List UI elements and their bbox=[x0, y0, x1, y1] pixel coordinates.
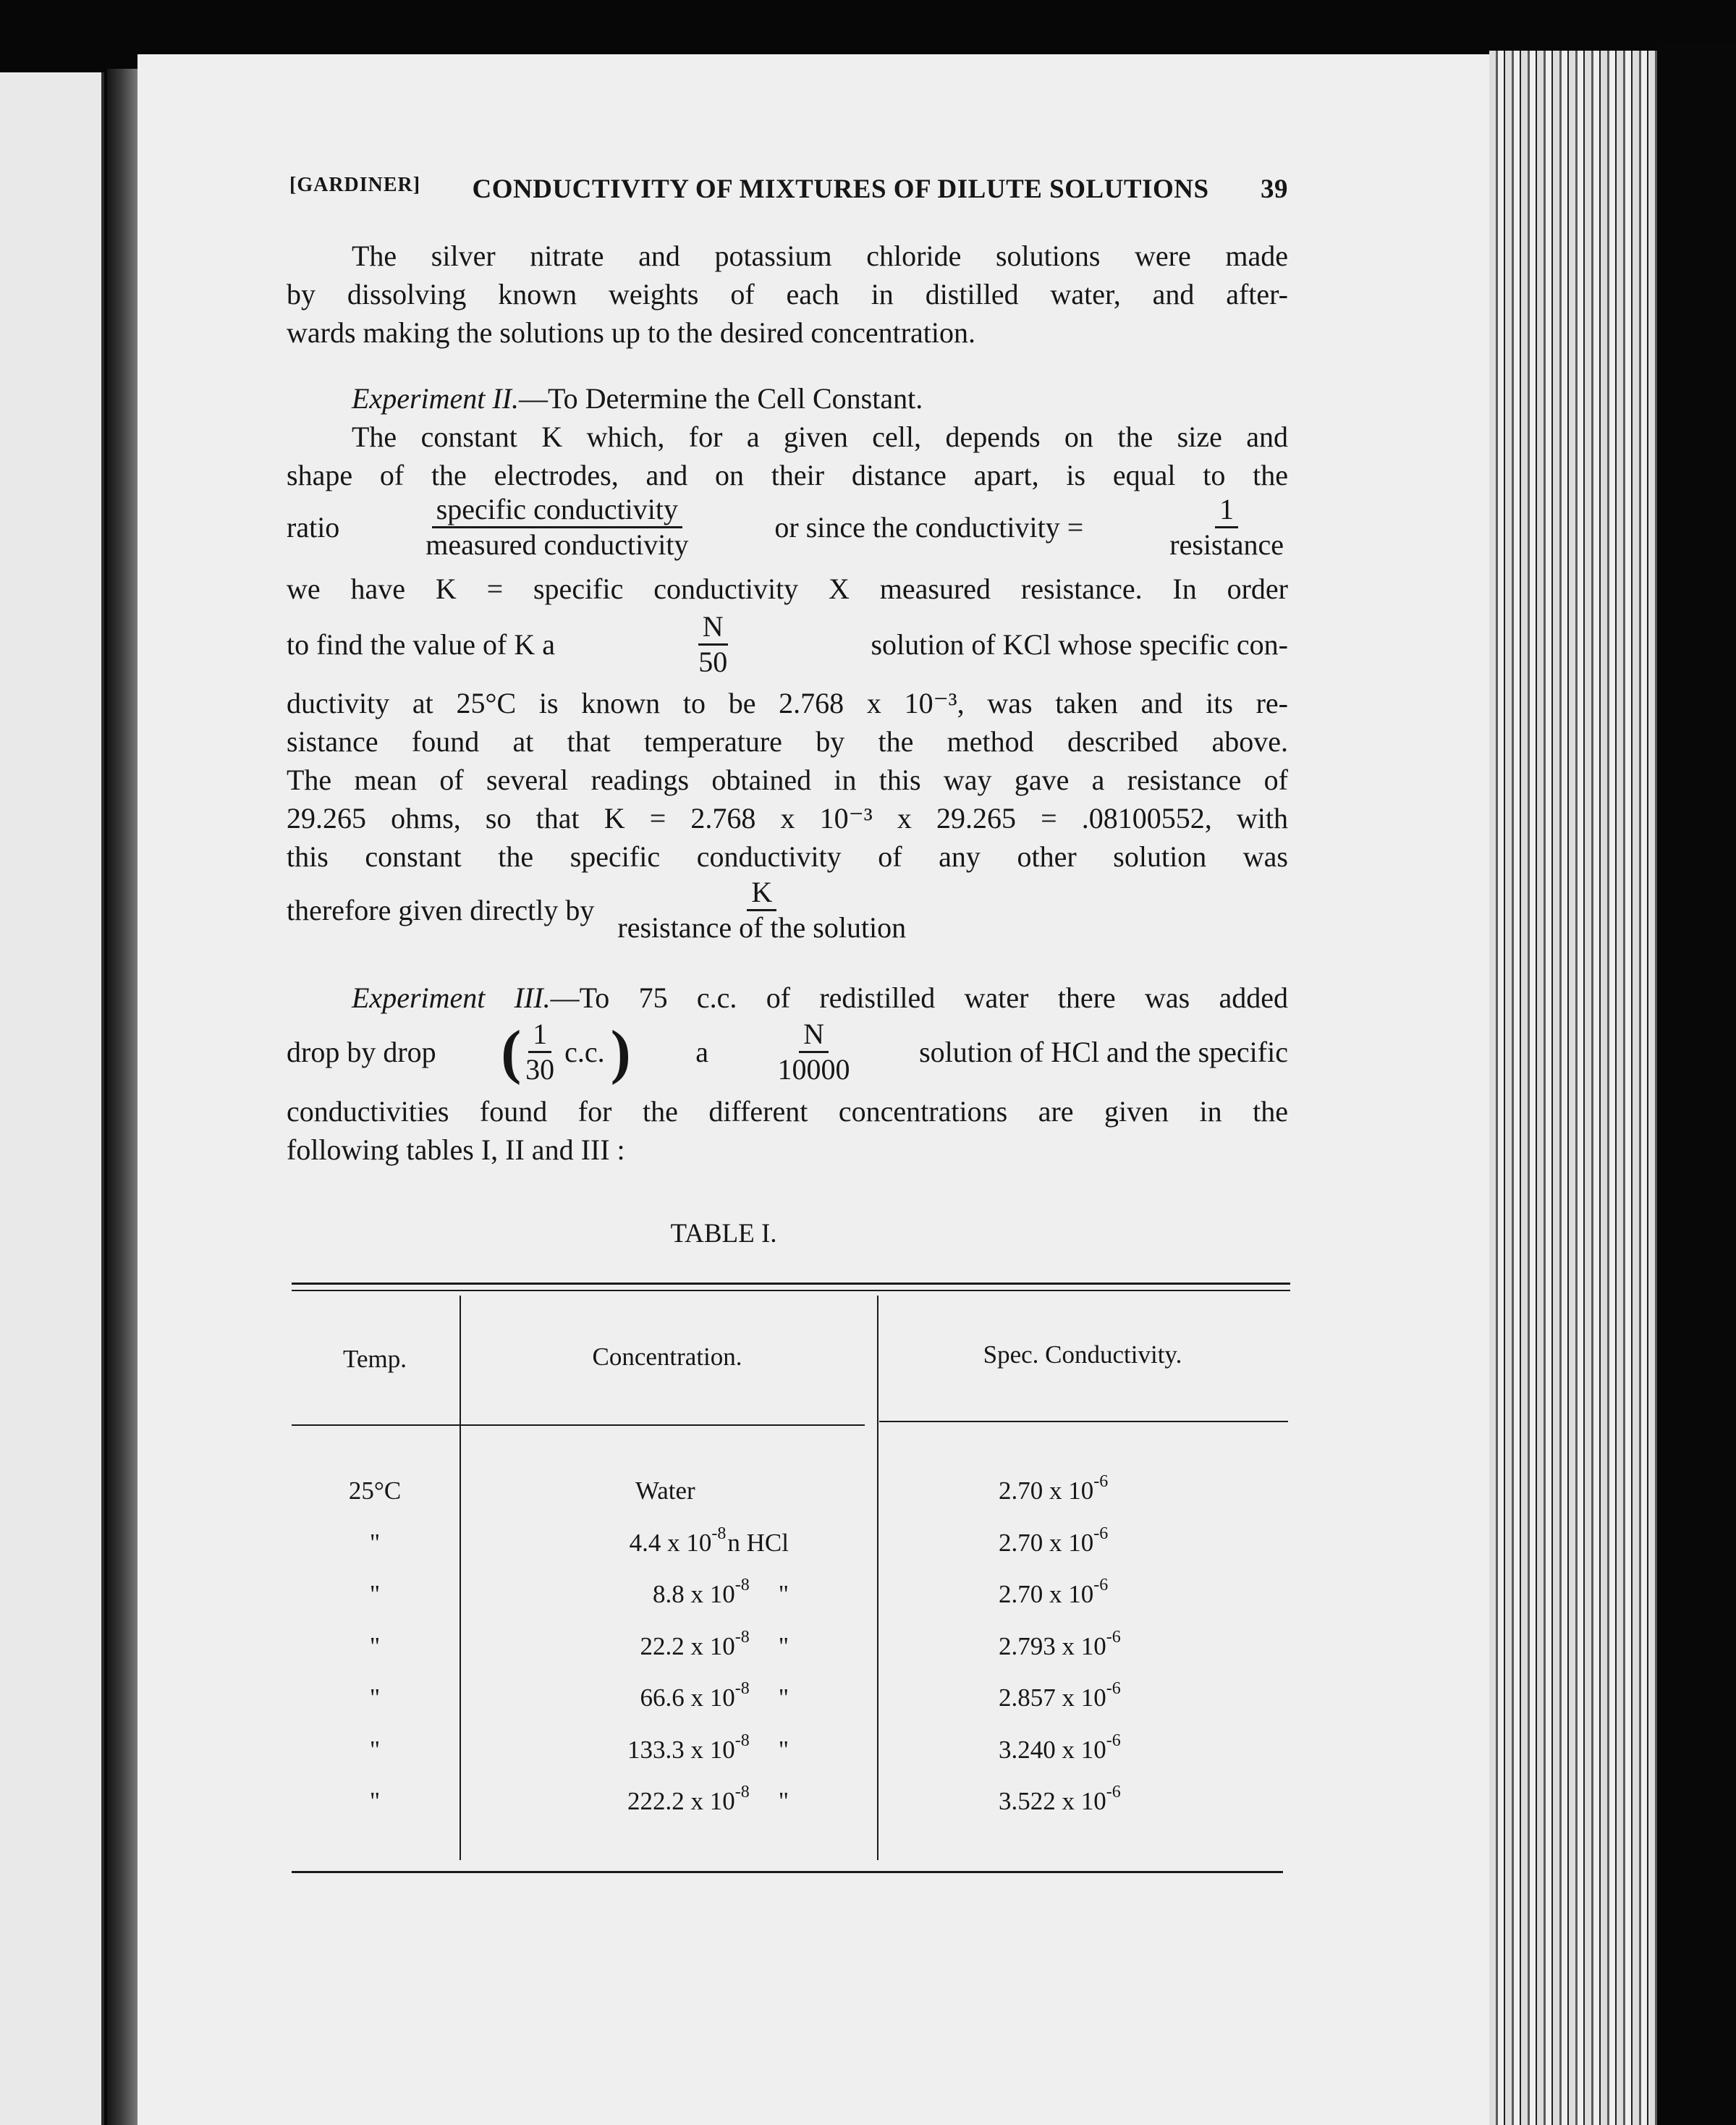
concentration-unit: " bbox=[778, 1736, 789, 1764]
ratio-numerator: specific conductivity bbox=[432, 494, 682, 528]
header-title: CONDUCTIVITY OF MIXTURES OF DILUTE SOLUTIONS bbox=[472, 174, 1209, 204]
n10000-fraction bbox=[774, 1019, 855, 1085]
n50-denominator: 50 bbox=[698, 646, 728, 678]
table-cell-temp: " bbox=[369, 1736, 381, 1764]
n50-numerator: N bbox=[698, 612, 728, 646]
concentration-unit: " bbox=[778, 1632, 789, 1660]
conductivity-value: 3.522 x 10 bbox=[999, 1787, 1106, 1815]
exp2-line-5 bbox=[287, 612, 1288, 677]
table-cell-concentration bbox=[640, 1679, 789, 1712]
table-cell-conductivity bbox=[999, 1472, 1109, 1505]
concentration-unit: " bbox=[778, 1580, 789, 1608]
ratio-line bbox=[287, 494, 1288, 560]
conductivity-value: 2.793 x 10 bbox=[999, 1632, 1106, 1660]
table-cell-conductivity bbox=[999, 1731, 1121, 1765]
table-cell-conductivity bbox=[999, 1524, 1109, 1558]
concentration-exponent: -8 bbox=[734, 1679, 750, 1698]
drop-group bbox=[501, 1019, 630, 1085]
exp3-line-1-text: —To 75 c.c. of redistilled water there was added bbox=[550, 981, 1288, 1014]
open-paren: ( bbox=[501, 1018, 522, 1086]
exp2-line-5a: to find the value of K a bbox=[287, 628, 555, 661]
conductivity-exponent: -6 bbox=[1106, 1628, 1121, 1647]
concentration-value: 66.6 x 10 bbox=[640, 1683, 735, 1712]
exp2-label: Experiment II. bbox=[352, 382, 520, 415]
table-cell-concentration bbox=[640, 1628, 789, 1661]
concentration-value: 22.2 x 10 bbox=[640, 1632, 735, 1660]
facing-page-edge bbox=[0, 72, 104, 2125]
table-cell-concentration bbox=[652, 1576, 789, 1609]
exp2-line-7: sistance found at that temperature by the method described above. bbox=[287, 725, 1288, 758]
close-paren: ) bbox=[610, 1018, 631, 1086]
exp3-line-2d: solution of HCl and the specific bbox=[919, 1036, 1288, 1068]
table-cell-temp: " bbox=[369, 1683, 381, 1712]
table-bottom-rule bbox=[292, 1871, 1283, 1873]
conductivity-value: 2.70 x 10 bbox=[999, 1476, 1094, 1505]
drop-numerator: 1 bbox=[528, 1019, 551, 1053]
conductivity-exponent: -6 bbox=[1106, 1731, 1121, 1750]
exp2-line-8: The mean of several readings obtained in this way gave a resistance of bbox=[287, 764, 1288, 796]
concentration-exponent: -8 bbox=[734, 1783, 750, 1801]
table-cell-conductivity bbox=[999, 1576, 1109, 1609]
exp2-line-1: The constant K which, for a given cell, depends on the size and bbox=[352, 421, 1288, 453]
conductivity-exponent: -6 bbox=[1106, 1783, 1121, 1801]
concentration-unit: " bbox=[778, 1683, 789, 1712]
k-fraction bbox=[613, 877, 910, 943]
conductivity-value: 3.240 x 10 bbox=[999, 1736, 1106, 1764]
table-title: TABLE I. bbox=[670, 1219, 777, 1249]
n10000-denominator: 10000 bbox=[777, 1053, 850, 1086]
n10000-numerator: N bbox=[799, 1019, 829, 1053]
exp2-line-11 bbox=[287, 877, 910, 943]
concentration-exponent: -8 bbox=[711, 1524, 727, 1543]
ratio-word: ratio bbox=[287, 511, 340, 544]
exp2-line-4: we have K = specific conductivity X measured resistance. In order bbox=[287, 573, 1288, 605]
header-author: [GARDINER] bbox=[289, 174, 421, 196]
para1-line-2: by dissolving known weights of each in distilled water, and after- bbox=[287, 278, 1288, 310]
ratio-fraction bbox=[421, 494, 693, 560]
table-top-rule-2 bbox=[292, 1290, 1290, 1291]
concentration-value: 222.2 x 10 bbox=[627, 1787, 735, 1815]
exp2-line-5b: solution of KCl whose specific con- bbox=[871, 628, 1288, 661]
page-number: 39 bbox=[1261, 174, 1288, 204]
k-numerator: K bbox=[747, 877, 776, 911]
table-col-divider-2 bbox=[877, 1296, 878, 1860]
drop-fraction bbox=[521, 1019, 559, 1085]
exp3-line-2c: a bbox=[695, 1036, 708, 1068]
header-temp: Temp. bbox=[343, 1345, 407, 1373]
table-cell-temp: " bbox=[369, 1529, 381, 1557]
conductivity-exponent: -6 bbox=[1093, 1576, 1109, 1594]
concentration-exponent: -8 bbox=[734, 1628, 750, 1647]
table-cell-concentration bbox=[635, 1476, 695, 1505]
table-cell-temp: 25°C bbox=[348, 1476, 402, 1505]
concentration-exponent: -8 bbox=[734, 1576, 750, 1594]
page bbox=[137, 54, 1505, 2125]
concentration-value: Water bbox=[635, 1476, 695, 1505]
concentration-value: 8.8 x 10 bbox=[652, 1580, 735, 1608]
n50-fraction bbox=[694, 612, 732, 677]
conductivity-exponent: -6 bbox=[1106, 1679, 1121, 1698]
exp3-line-3: conductivities found for the different concentrations are given in the bbox=[287, 1095, 1288, 1128]
header-concentration: Concentration. bbox=[592, 1343, 742, 1371]
table-col-divider-1 bbox=[460, 1296, 461, 1860]
table-cell-temp: " bbox=[369, 1632, 381, 1660]
para1-line-1: The silver nitrate and potassium chloride solutions were made bbox=[352, 240, 1288, 272]
para1-line-3: wards making the solutions up to the desired concentration. bbox=[287, 316, 976, 349]
ratio-middle: or since the conductivity = bbox=[774, 511, 1084, 544]
exp3-line-1 bbox=[287, 981, 1288, 1015]
exp3-line-2a: drop by drop bbox=[287, 1036, 436, 1068]
conductivity-numerator: 1 bbox=[1215, 494, 1238, 528]
conductivity-value: 2.70 x 10 bbox=[999, 1529, 1094, 1557]
conductivity-denominator: resistance bbox=[1169, 528, 1284, 561]
running-header bbox=[289, 174, 1288, 205]
conductivity-exponent: -6 bbox=[1093, 1472, 1109, 1491]
exp2-heading bbox=[287, 381, 1288, 415]
concentration-exponent: -8 bbox=[734, 1731, 750, 1750]
conductivity-value: 2.857 x 10 bbox=[999, 1683, 1106, 1712]
table-header-rule-right bbox=[879, 1421, 1288, 1422]
page-stack-edges bbox=[1489, 51, 1663, 2125]
exp2-line-11a: therefore given directly by bbox=[287, 894, 595, 926]
exp3-line-4: following tables I, II and III : bbox=[287, 1133, 625, 1166]
background-right bbox=[1657, 43, 1736, 2125]
concentration-value: 133.3 x 10 bbox=[627, 1736, 735, 1764]
drop-unit: c.c. bbox=[564, 1036, 605, 1068]
table-cell-temp: " bbox=[369, 1787, 381, 1815]
ratio-denominator: measured conductivity bbox=[425, 528, 689, 561]
concentration-unit: n HCl bbox=[727, 1529, 789, 1557]
header-spec-conductivity: Spec. Conductivity. bbox=[983, 1340, 1182, 1369]
exp2-line-2: shape of the electrodes, and on their distance apart, is equal to the bbox=[287, 459, 1288, 491]
drop-denominator: 30 bbox=[525, 1053, 555, 1086]
conductivity-fraction bbox=[1165, 494, 1288, 560]
table-cell-concentration bbox=[627, 1783, 789, 1816]
exp2-line-6: ductivity at 25°C is known to be 2.768 x 10⁻³, was taken and its re- bbox=[287, 687, 1288, 719]
conductivity-exponent: -6 bbox=[1093, 1524, 1109, 1543]
table-cell-conductivity bbox=[999, 1628, 1121, 1661]
table-cell-temp: " bbox=[369, 1580, 381, 1608]
exp2-heading-text: —To Determine the Cell Constant. bbox=[519, 382, 923, 415]
exp3-line-2 bbox=[287, 1019, 1288, 1085]
concentration-unit: " bbox=[778, 1787, 789, 1815]
table-cell-concentration bbox=[629, 1524, 789, 1558]
exp3-label: Experiment III. bbox=[352, 981, 551, 1014]
table-header-rule-left bbox=[292, 1424, 865, 1426]
table-cell-concentration bbox=[627, 1731, 789, 1765]
table-top-rule bbox=[292, 1283, 1290, 1285]
book-gutter bbox=[107, 69, 142, 2125]
k-denominator: resistance of the solution bbox=[617, 911, 907, 944]
table-cell-conductivity bbox=[999, 1679, 1121, 1712]
table-cell-conductivity bbox=[999, 1783, 1121, 1816]
conductivity-value: 2.70 x 10 bbox=[999, 1580, 1094, 1608]
exp2-line-9: 29.265 ohms, so that K = 2.768 x 10⁻³ x 29.265 = .08100552, with bbox=[287, 802, 1288, 835]
concentration-value: 4.4 x 10 bbox=[629, 1529, 712, 1557]
exp2-line-10: this constant the specific conductivity of any other solution was bbox=[287, 840, 1288, 873]
